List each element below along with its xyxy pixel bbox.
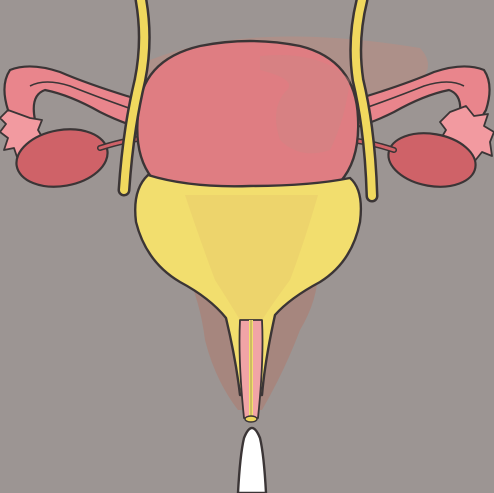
- catheter: [238, 428, 266, 493]
- urethra: [240, 320, 263, 422]
- uterus: [137, 41, 358, 190]
